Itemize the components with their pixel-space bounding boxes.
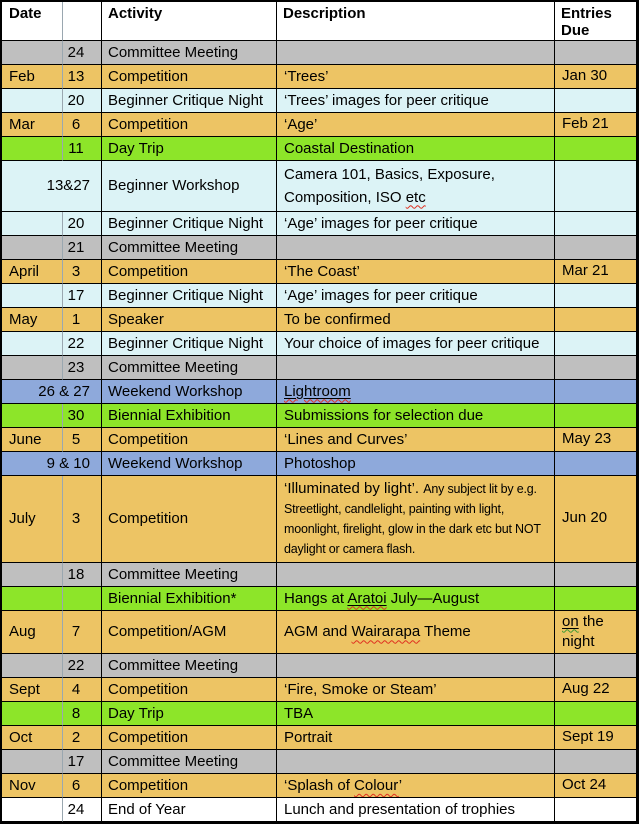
- day-range-cell: 9 & 10: [2, 452, 102, 476]
- entries-cell: [555, 161, 637, 212]
- description-cell: ‘The Coast’: [277, 260, 555, 284]
- table-row: [2, 113, 637, 137]
- day-cell: [63, 587, 102, 611]
- date-cell: [2, 212, 63, 236]
- entries-cell: [555, 356, 637, 380]
- table-row: [2, 404, 637, 428]
- day-cell: 6: [63, 113, 102, 137]
- description-cell: [277, 563, 555, 587]
- description-cell: ‘Age’: [277, 113, 555, 137]
- activity-cell: Competition: [102, 260, 277, 284]
- entries-text: the night: [562, 612, 604, 650]
- header-description: Description: [277, 2, 555, 41]
- activity-cell: Weekend Workshop: [102, 380, 277, 404]
- table-row: [2, 726, 637, 750]
- description-cell: [277, 380, 555, 404]
- description-cell: [277, 654, 555, 678]
- description-cell: Lunch and presentation of trophies: [277, 798, 555, 822]
- activity-cell: Beginner Critique Night: [102, 332, 277, 356]
- underlined-word: [284, 383, 351, 400]
- entries-cell: Jan 30: [555, 65, 637, 89]
- description-cell: To be confirmed: [277, 308, 555, 332]
- description-cell: [277, 750, 555, 774]
- date-cell: Oct: [2, 726, 63, 750]
- table-row: [2, 65, 637, 89]
- day-cell: 22: [63, 332, 102, 356]
- date-cell: [2, 137, 63, 161]
- entries-cell: [555, 654, 637, 678]
- entries-cell: [555, 750, 637, 774]
- activity-cell: End of Year: [102, 798, 277, 822]
- day-cell: 20: [63, 212, 102, 236]
- day-cell: 3: [63, 260, 102, 284]
- description-text: ’: [398, 777, 403, 794]
- header-entries-due: Entries Due: [555, 2, 637, 41]
- day-range-cell: 13&27: [2, 161, 102, 212]
- entries-cell: Aug 22: [555, 678, 637, 702]
- date-cell: [2, 356, 63, 380]
- description-cell: Submissions for selection due: [277, 404, 555, 428]
- description-cell: TBA: [277, 702, 555, 726]
- description-cell: ‘Trees’ images for peer critique: [277, 89, 555, 113]
- description-cell: Coastal Destination: [277, 137, 555, 161]
- entries-cell: [555, 452, 637, 476]
- entries-cell: [555, 611, 637, 655]
- day-cell: 30: [63, 404, 102, 428]
- day-cell: 18: [63, 563, 102, 587]
- underlined-word: [347, 590, 386, 607]
- misspelled-word: Colour: [354, 777, 399, 794]
- table-row: [2, 428, 637, 452]
- day-cell: 3: [63, 476, 102, 563]
- description-text: ‘Splash of: [284, 777, 355, 794]
- day-cell: 17: [63, 750, 102, 774]
- table-row: [2, 89, 637, 113]
- day-cell: 2: [63, 726, 102, 750]
- entries-cell: [555, 284, 637, 308]
- date-cell: [2, 41, 63, 65]
- description-cell: [277, 236, 555, 260]
- misspelled-word: Wairarapa: [351, 623, 421, 641]
- day-cell: 24: [63, 41, 102, 65]
- entries-cell: [555, 702, 637, 726]
- table-row: [2, 137, 637, 161]
- header-row: [2, 2, 637, 41]
- activity-cell: Weekend Workshop: [102, 452, 277, 476]
- header-date: Date: [2, 2, 63, 41]
- header-activity: Activity: [102, 2, 277, 41]
- table-row: [2, 611, 637, 655]
- day-cell: 23: [63, 356, 102, 380]
- description-cell: ‘Lines and Curves’: [277, 428, 555, 452]
- table-row: [2, 260, 637, 284]
- description-text: AGM and: [284, 623, 352, 641]
- day-cell: 21: [63, 236, 102, 260]
- entries-cell: [555, 332, 637, 356]
- entries-cell: [555, 563, 637, 587]
- description-cell: [277, 587, 555, 611]
- description-text: Camera 101, Basics, Exposure, Composition, ISO: [284, 165, 495, 206]
- entries-cell: Feb 21: [555, 113, 637, 137]
- activity-cell: Competition: [102, 774, 277, 798]
- day-cell: 5: [63, 428, 102, 452]
- day-cell: 4: [63, 678, 102, 702]
- date-cell: [2, 702, 63, 726]
- misspelled-word: Aratoi: [347, 589, 387, 607]
- day-cell: 11: [63, 137, 102, 161]
- date-cell: [2, 89, 63, 113]
- entries-cell: Oct 24: [555, 774, 637, 798]
- table-row: [2, 563, 637, 587]
- table-row: [2, 380, 637, 404]
- date-cell: Mar: [2, 113, 63, 137]
- description-text: Theme: [420, 623, 471, 641]
- date-cell: [2, 332, 63, 356]
- date-cell: [2, 798, 63, 822]
- activity-cell: Day Trip: [102, 137, 277, 161]
- activity-cell: Committee Meeting: [102, 236, 277, 260]
- table-row: [2, 41, 637, 65]
- date-cell: April: [2, 260, 63, 284]
- day-cell: 24: [63, 798, 102, 822]
- activity-cell: Beginner Critique Night: [102, 212, 277, 236]
- table-row: [2, 308, 637, 332]
- table-row: [2, 356, 637, 380]
- day-cell: 7: [63, 611, 102, 655]
- grammar-flagged-word: on: [562, 612, 579, 630]
- day-cell: 8: [63, 702, 102, 726]
- entries-cell: [555, 137, 637, 161]
- activity-cell: Committee Meeting: [102, 356, 277, 380]
- day-cell: 17: [63, 284, 102, 308]
- activity-cell: Speaker: [102, 308, 277, 332]
- table-row: [2, 476, 637, 563]
- description-cell: Photoshop: [277, 452, 555, 476]
- description-detail: Any subject lit by e.g. Streetlight, candlelight, painting with light, moonlight, firelight, glow in the dark etc but NOT daylight or camera flash.: [284, 481, 541, 556]
- description-text: July—August: [386, 589, 480, 607]
- entries-cell: [555, 380, 637, 404]
- description-cell: Your choice of images for peer critique: [277, 332, 555, 356]
- entries-cell: Sept 19: [555, 726, 637, 750]
- date-cell: Nov: [2, 774, 63, 798]
- date-cell: [2, 284, 63, 308]
- description-text: Hangs at: [284, 589, 348, 607]
- activity-cell: Committee Meeting: [102, 563, 277, 587]
- date-cell: June: [2, 428, 63, 452]
- activity-cell: Competition: [102, 428, 277, 452]
- activity-cell: Competition: [102, 65, 277, 89]
- table-row: [2, 161, 637, 212]
- activity-cell: Committee Meeting: [102, 654, 277, 678]
- table-row: [2, 212, 637, 236]
- activity-cell: Beginner Critique Night: [102, 89, 277, 113]
- description-cell: Portrait: [277, 726, 555, 750]
- entries-cell: May 23: [555, 428, 637, 452]
- description-cell: ‘Trees’: [277, 65, 555, 89]
- date-cell: July: [2, 476, 63, 563]
- description-cell: [277, 476, 555, 563]
- activity-cell: Committee Meeting: [102, 41, 277, 65]
- table-row: [2, 678, 637, 702]
- entries-cell: [555, 41, 637, 65]
- activity-cell: Beginner Critique Night: [102, 284, 277, 308]
- table-row: [2, 774, 637, 798]
- entries-cell: [555, 587, 637, 611]
- activity-cell: Biennial Exhibition: [102, 404, 277, 428]
- header-day: [63, 2, 102, 41]
- day-cell: 1: [63, 308, 102, 332]
- activity-cell: Beginner Workshop: [102, 161, 277, 212]
- entries-cell: [555, 308, 637, 332]
- day-range-cell: 26 & 27: [2, 380, 102, 404]
- table-row: [2, 236, 637, 260]
- date-cell: Feb: [2, 65, 63, 89]
- table-row: [2, 798, 637, 822]
- date-cell: [2, 587, 63, 611]
- description-cell: [277, 41, 555, 65]
- day-cell: 13: [63, 65, 102, 89]
- activity-cell: Competition: [102, 678, 277, 702]
- entries-cell: [555, 798, 637, 822]
- table-row: [2, 332, 637, 356]
- misspelled-word: etc: [405, 188, 426, 206]
- entries-cell: [555, 236, 637, 260]
- day-cell: 22: [63, 654, 102, 678]
- description-cell: [277, 161, 555, 212]
- description-cell: [277, 774, 555, 798]
- activity-cell: Day Trip: [102, 702, 277, 726]
- date-cell: May: [2, 308, 63, 332]
- day-cell: 20: [63, 89, 102, 113]
- description-cell: ‘Age’ images for peer critique: [277, 284, 555, 308]
- date-cell: [2, 236, 63, 260]
- description-cell: [277, 611, 555, 655]
- activity-cell: Competition: [102, 476, 277, 563]
- day-cell: 6: [63, 774, 102, 798]
- entries-cell: Mar 21: [555, 260, 637, 284]
- entries-cell: [555, 212, 637, 236]
- entries-cell: [555, 404, 637, 428]
- description-cell: [277, 356, 555, 380]
- date-cell: [2, 563, 63, 587]
- table-row: [2, 654, 637, 678]
- entries-cell: Jun 20: [555, 476, 637, 563]
- date-cell: [2, 654, 63, 678]
- table-row: [2, 750, 637, 774]
- date-cell: Sept: [2, 678, 63, 702]
- activity-cell: Competition: [102, 726, 277, 750]
- date-cell: Aug: [2, 611, 63, 655]
- description-cell: ‘Fire, Smoke or Steam’: [277, 678, 555, 702]
- date-cell: [2, 404, 63, 428]
- entries-cell: [555, 89, 637, 113]
- description-cell: ‘Age’ images for peer critique: [277, 212, 555, 236]
- date-cell: [2, 750, 63, 774]
- table-row: [2, 284, 637, 308]
- misspelled-word: Lightroom: [284, 382, 351, 400]
- table-row: [2, 452, 637, 476]
- activity-cell: Biennial Exhibition*: [102, 587, 277, 611]
- description-title: ‘Illuminated by light’.: [284, 479, 420, 497]
- activity-cell: Committee Meeting: [102, 750, 277, 774]
- table-row: [2, 587, 637, 611]
- activity-cell: Competition/AGM: [102, 611, 277, 655]
- underlined-word: [562, 613, 579, 630]
- table-row: [2, 702, 637, 726]
- activity-cell: Competition: [102, 113, 277, 137]
